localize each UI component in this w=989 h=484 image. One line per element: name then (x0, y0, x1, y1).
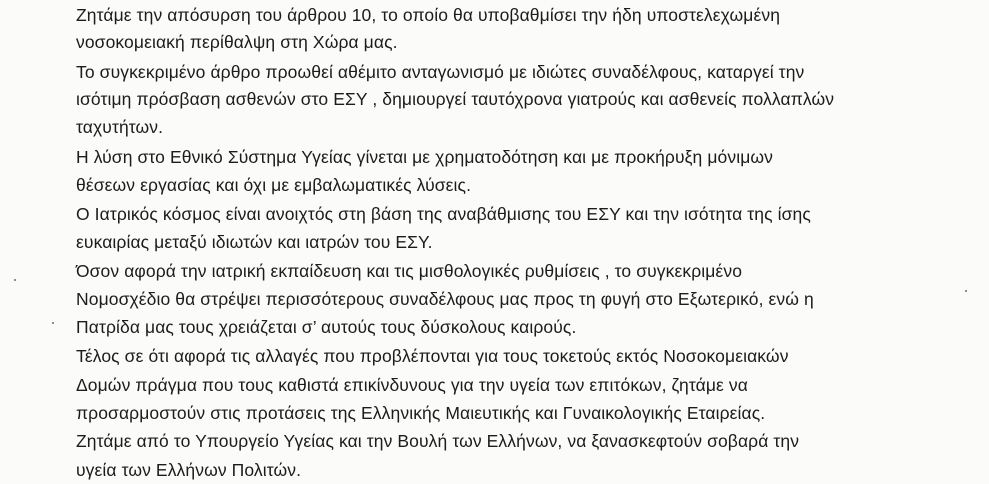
scan-speck (14, 279, 16, 281)
text-line-14: Δομών πράγμα που τους καθιστά επικίνδυνους για την υγεία των επιτόκων, ζητάμε να (76, 375, 748, 395)
text-line-15: προσαρμοστούν στις προτάσεις της Ελληνικής Μαιευτικής και Γυναικολογικής Εταιρείας. (76, 403, 766, 423)
text-line-17: υγεία των Ελλήνων Πολιτών. (76, 460, 302, 480)
text-line-10: Όσον αφορά την ιατρική εκπαίδευση και τις μισθολογικές ρυθμίσεις , το συγκεκριμένο (76, 261, 743, 281)
text-line-8: Ο Ιατρικός κόσμος είναι ανοιχτός στη βάση της αναβάθμισης του ΕΣΥ και την ισότητα της ίσης (76, 204, 811, 224)
text-line-1: Ζητάμε την απόσυρση του άρθρου 10, το οποίο θα υποβαθμίσει την ήδη υποστελεχωμένη (76, 5, 781, 25)
text-line-3: Το συγκεκριμένο άρθρο προωθεί αθέμιτο ανταγωνισμό με ιδιώτες συναδέλφους, καταργεί την (76, 62, 805, 82)
scan-speck (965, 290, 967, 292)
text-line-4: ισότιμη πρόσβαση ασθενών στο ΕΣΥ , δημιουργεί ταυτόχρονα γιατρούς και ασθενείς πολλαπλών (76, 89, 835, 109)
text-line-9: ευκαιρίας μεταξύ ιδιωτών και ιατρών του ΕΣΥ. (76, 232, 433, 252)
text-line-5: ταχυτήτων. (76, 117, 164, 137)
text-line-2: νοσοκομειακή περίθαλψη στη Χώρα μας. (76, 32, 398, 52)
text-line-6: Η λύση στο Εθνικό Σύστημα Υγείας γίνεται με χρηματοδότηση και με προκήρυξη μόνιμων (76, 147, 774, 167)
text-line-11: Νομοσχέδιο θα στρέψει περισσότερους συναδέλφους μας προς τη φυγή στο Εξωτερικό, ενώ η (76, 289, 814, 309)
text-line-13: Τέλος σε ότι αφορά τις αλλαγές που προβλέπονται για τους τοκετούς εκτός Νοσοκομειακών (76, 346, 789, 366)
scan-speck (52, 322, 54, 324)
text-line-7: θέσεων εργασίας και όχι με εμβαλωματικές λύσεις. (76, 175, 472, 195)
text-line-16: Ζητάμε από το Υπουργείο Υγείας και την Βουλή των Ελλήνων, να ξανασκεφτούν σοβαρά την (76, 431, 800, 451)
text-line-12: Πατρίδα μας τους χρειάζεται σ’ αυτούς τους δύσκολους καιρούς. (76, 317, 577, 337)
